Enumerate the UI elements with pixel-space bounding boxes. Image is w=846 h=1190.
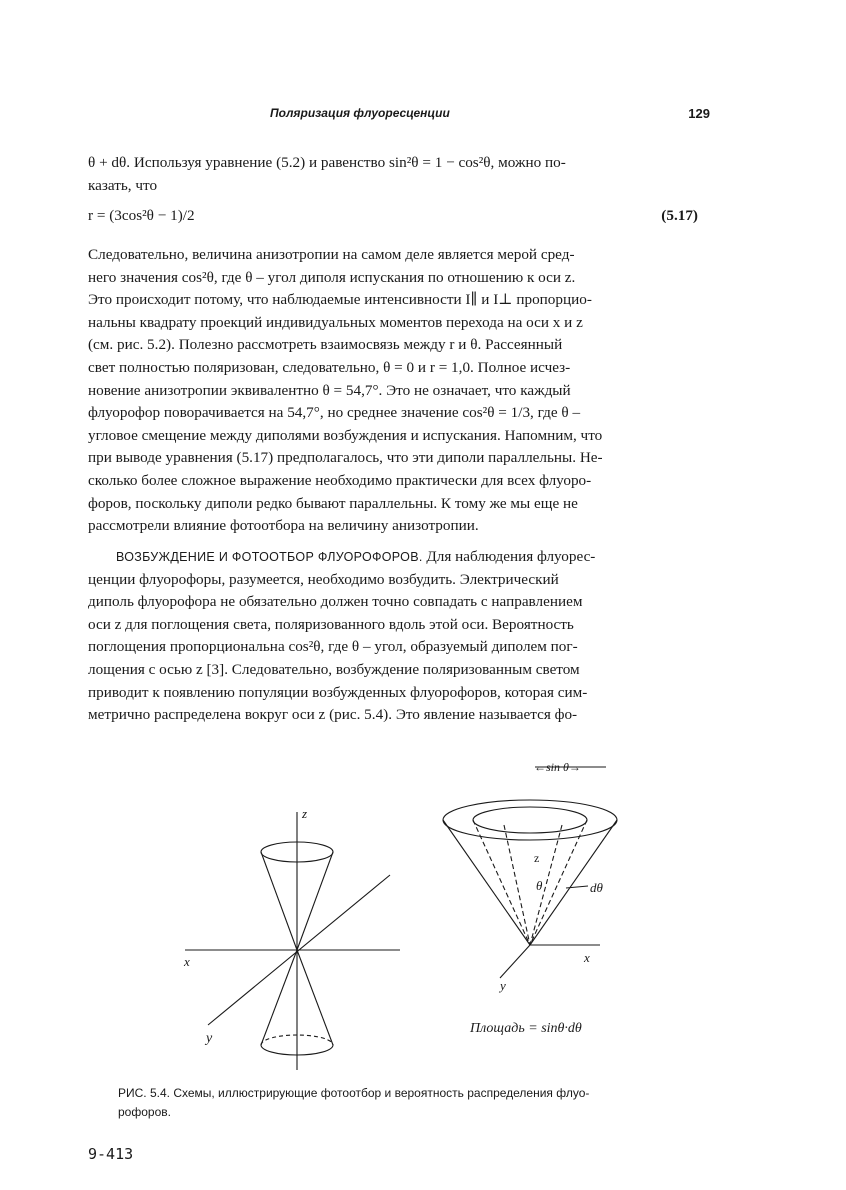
inner-dash-b [530,825,562,945]
text-line: новение анизотропии эквивалентно θ = 54,7°. Это не означает, что каждый [88,381,571,399]
dtheta-label: dθ [590,880,603,895]
paragraph-anisotropy [88,244,698,538]
lower-cone-side-right [297,950,333,1045]
paragraph-photoselection [88,546,698,727]
caption-line: РИС. 5.4. Схемы, иллюстрирующие фотоотбор и вероятность распределения флуо- [118,1086,590,1100]
text-line: лощения с осью z [3]. Следовательно, возбуждение поляризованным светом [88,660,580,678]
outer-rim [443,800,617,840]
dtheta-pointer [566,886,588,888]
left-z-label: z [302,806,308,821]
formula-text: r = (3cos²θ − 1)/2 [88,207,195,224]
text-line [88,546,698,569]
theta-label: θ [536,878,543,893]
text-line-rest: Для наблюдения флуорес- [422,548,596,565]
caption-line: рофоров. [118,1105,171,1119]
figure-5-4 [170,750,670,1070]
text-line: θ + dθ. Используя уравнение (5.2) и равенство sin²θ = 1 − cos²θ, можно по- [88,154,566,171]
text-line: сколько более сложное выражение необходимо практически для всех флуоро- [88,471,592,489]
text-line: рассмотрели влияние фотоотбора на величину анизотропии. [88,517,479,535]
figure-left-cones [185,812,400,1070]
signature-mark: 9-413 [88,1145,134,1163]
left-y-label: y [206,1031,213,1046]
text-line: диполь флуорофора не обязательно должен точно совпадать с направлением [88,593,583,611]
right-x-label: x [584,950,590,965]
right-y-label: y [500,978,506,993]
text-line: флуорофор поворачивается на 54,7°, но среднее значение cos²θ = 1/3, где θ – [88,404,581,422]
text-line: нальны квадрату проекций индивидуальных моментов перехода на оси x и z [88,313,583,331]
area-label: Площадь = sinθ·dθ [470,1021,582,1036]
cone-side-right [530,820,617,945]
figure-caption [118,1084,728,1122]
lower-cone-side-left [261,950,297,1045]
text-line: угловое смещение между диполями возбуждения и испускания. Напомним, что [88,426,603,444]
upper-cone-side-right [297,852,333,950]
text-line: свет полностью поляризован, следовательно, θ = 0 и r = 1,0. Полное исчез- [88,358,571,376]
text-line: (см. рис. 5.2). Полезно рассмотреть взаимосвязь между r и θ. Рассеянный [88,336,563,354]
formula-number: (5.17) [661,207,698,224]
text-line: при выводе уравнения (5.17) предполагалось, что эти диполи параллельны. Не- [88,449,603,467]
text-line: Следовательно, величина анизотропии на самом деле является мерой сред- [88,246,575,263]
upper-cone-side-left [261,852,297,950]
text-line: казать, что [88,176,158,194]
running-head-title: Поляризация флуоресценции [270,106,450,120]
text-line: метрично распределена вокруг оси z (рис. 5.4). Это явление называется фо- [88,706,578,724]
text-line: приводит к появлению популяции возбужденных флуорофоров, которая сим- [88,683,588,701]
inner-rim [473,807,587,833]
section-heading: ВОЗБУЖДЕНИЕ И ФОТООТБОР ФЛУОРОФОРОВ. [116,550,423,564]
sin-theta-label: ←sin θ→ [534,760,581,774]
intro-paragraph [88,152,698,197]
right-z-label: z [534,851,540,865]
left-x-label: x [184,954,190,969]
figure-right-cone [443,767,617,978]
text-line: него значения cos²θ, где θ – угол диполя испускания по отношению к оси z. [88,268,576,286]
text-line: Это происходит потому, что наблюдаемые интенсивности I∥ и I⊥ пропорцио- [88,291,592,309]
text-line: оси z для поглощения света, поляризованного вдоль этой оси. Вероятность [88,615,574,633]
text-line: форов, поскольку диполи редко бывают параллельны. К тому же мы еще не [88,494,578,512]
right-y-axis-line [500,945,530,978]
page-number: 129 [688,106,710,121]
text-line: поглощения пропорциональна cos²θ, где θ – угол, образуемый диполем пог- [88,638,578,656]
text-line: ценции флуорофоры, разумеется, необходимо возбудить. Электрический [88,570,559,588]
